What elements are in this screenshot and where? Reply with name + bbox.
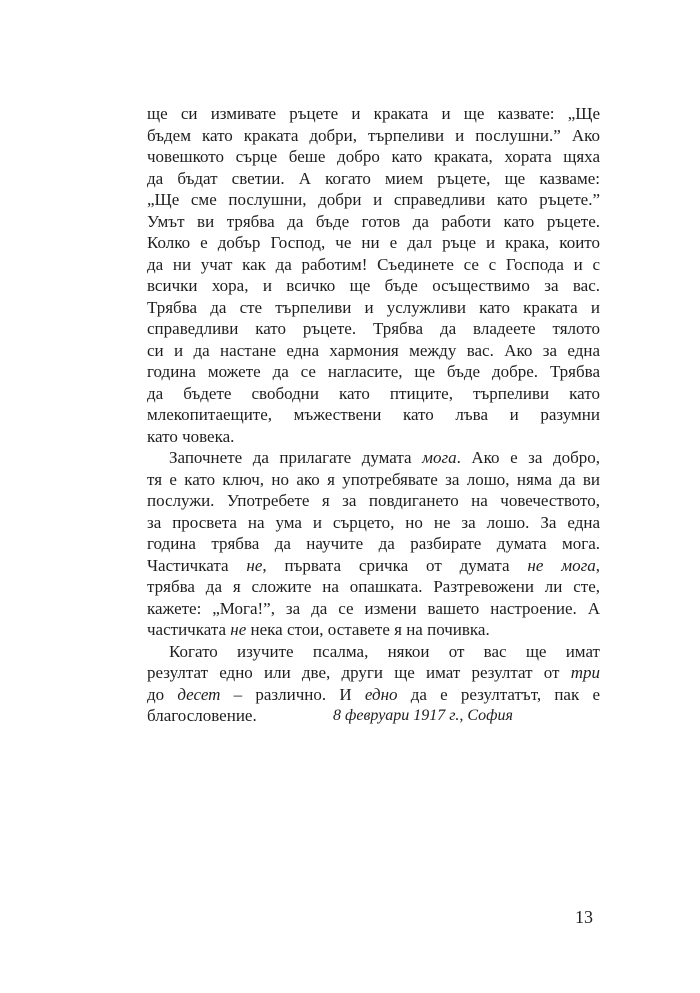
text-segment: човешкото сърце беше добро като краката, хората щяха [147,147,600,166]
text-line [147,619,600,641]
text-segment: Започнете да прилагате думата [169,448,423,467]
text-line [147,447,600,469]
text-line [147,404,600,426]
text-line [147,555,600,577]
text-line [147,146,600,168]
text-line [147,576,600,598]
text-segment: частичката [147,620,231,639]
text-line [147,684,600,706]
text-segment: млекопитаещите, мъжествени като лъва и разумни [147,405,600,424]
text-segment: година трябва да научите да разбирате думата мога. [147,534,600,553]
emphasized-word: едно [364,684,398,704]
text-line [147,426,600,448]
text-segment: нека стои, оставете я на почивка. [246,620,490,639]
text-segment: , първата сричка от думата [262,555,528,575]
text-line [147,275,600,297]
emphasized-word: не мога [527,555,596,575]
text-segment: справедливи като ръцете. Трябва да владеете тялото [147,319,600,338]
text-line [147,490,600,512]
text-line [147,340,600,362]
text-segment: година можете да се нагласите, ще бъде добре. Трябва [147,362,600,381]
emphasized-word: три [570,663,600,682]
text-segment: до [147,684,178,704]
emphasized-word: не [246,555,263,575]
text-segment: като човека. [147,426,235,446]
text-line [147,512,600,534]
text-segment: да бъдат светии. А когато мием ръцете, ще казваме: [147,168,600,188]
text-line [147,598,600,620]
text-line [147,168,600,190]
text-segment: трябва да я сложите на опашката. Разтревожени ли сте, [147,577,600,596]
text-segment: да ни учат как да работим! Съединете се с Господа и с [147,254,600,274]
text-segment: послужи. Употребете я за повдигането на човечеството, [147,491,600,510]
text-line [147,662,600,684]
text-line [147,254,600,276]
page-number: 13 [575,907,593,927]
text-segment: благословение. [147,706,257,725]
text-segment: кажете: „Мога!”, за да се измени вашето настроение. А [147,598,600,618]
emphasized-word: десет [177,684,221,704]
text-segment: за просвета на ума и сърцето, но не за лошо. За една [147,512,600,532]
text-segment: Колко е добър Господ, че ни е дал ръце и крака, които [147,233,600,252]
text-segment: ще си измивате ръцете и краката и ще казвате: „Ще [147,104,600,123]
text-line [147,103,600,125]
text-line [147,297,600,319]
paragraph [147,103,600,447]
text-segment: си и да настане една хармония между вас. Ако за една [147,340,600,360]
text-line [147,533,600,555]
text-segment: , [595,555,600,575]
text-line [147,189,600,211]
text-segment: резултат едно или две, други ще имат резултат от [147,663,571,682]
text-segment: Когато изучите псалма, някои от вас ще имат [169,641,600,661]
text-segment: – различно. И [220,684,365,704]
date-place-signature: 8 февруари 1917 г., София [333,707,513,724]
text-line [147,383,600,405]
text-line [147,641,600,663]
body-text [147,103,600,727]
text-segment: „Ще сме послушни, добри и справедливи като ръцете.” [147,190,600,209]
text-segment: Частичката [147,555,247,575]
text-segment: тя е като ключ, но ако я употребявате за лошо, няма да ви [147,469,600,489]
text-line [147,361,600,383]
text-line [147,318,600,340]
emphasized-word: мога [422,448,457,467]
text-segment: да бъдете свободни като птиците, търпеливи като [147,383,600,403]
text-segment: да е резултатът, пак е [397,684,600,704]
text-line [147,232,600,254]
paragraph [147,447,600,641]
text-segment: бъдем като краката добри, търпеливи и послушни.” Ако [147,125,600,145]
text-segment: . Ако е за добро, [456,448,600,467]
text-segment: всички хора, и всичко ще бъде осъществимо за вас. [147,276,600,295]
text-line [147,211,600,233]
text-segment: Умът ви трябва да бъде готов да работи като ръцете. [147,211,600,231]
text-line [147,125,600,147]
emphasized-word: не [230,620,247,639]
text-segment: Трябва да сте търпеливи и услужливи като краката и [147,297,600,317]
text-line [147,469,600,491]
